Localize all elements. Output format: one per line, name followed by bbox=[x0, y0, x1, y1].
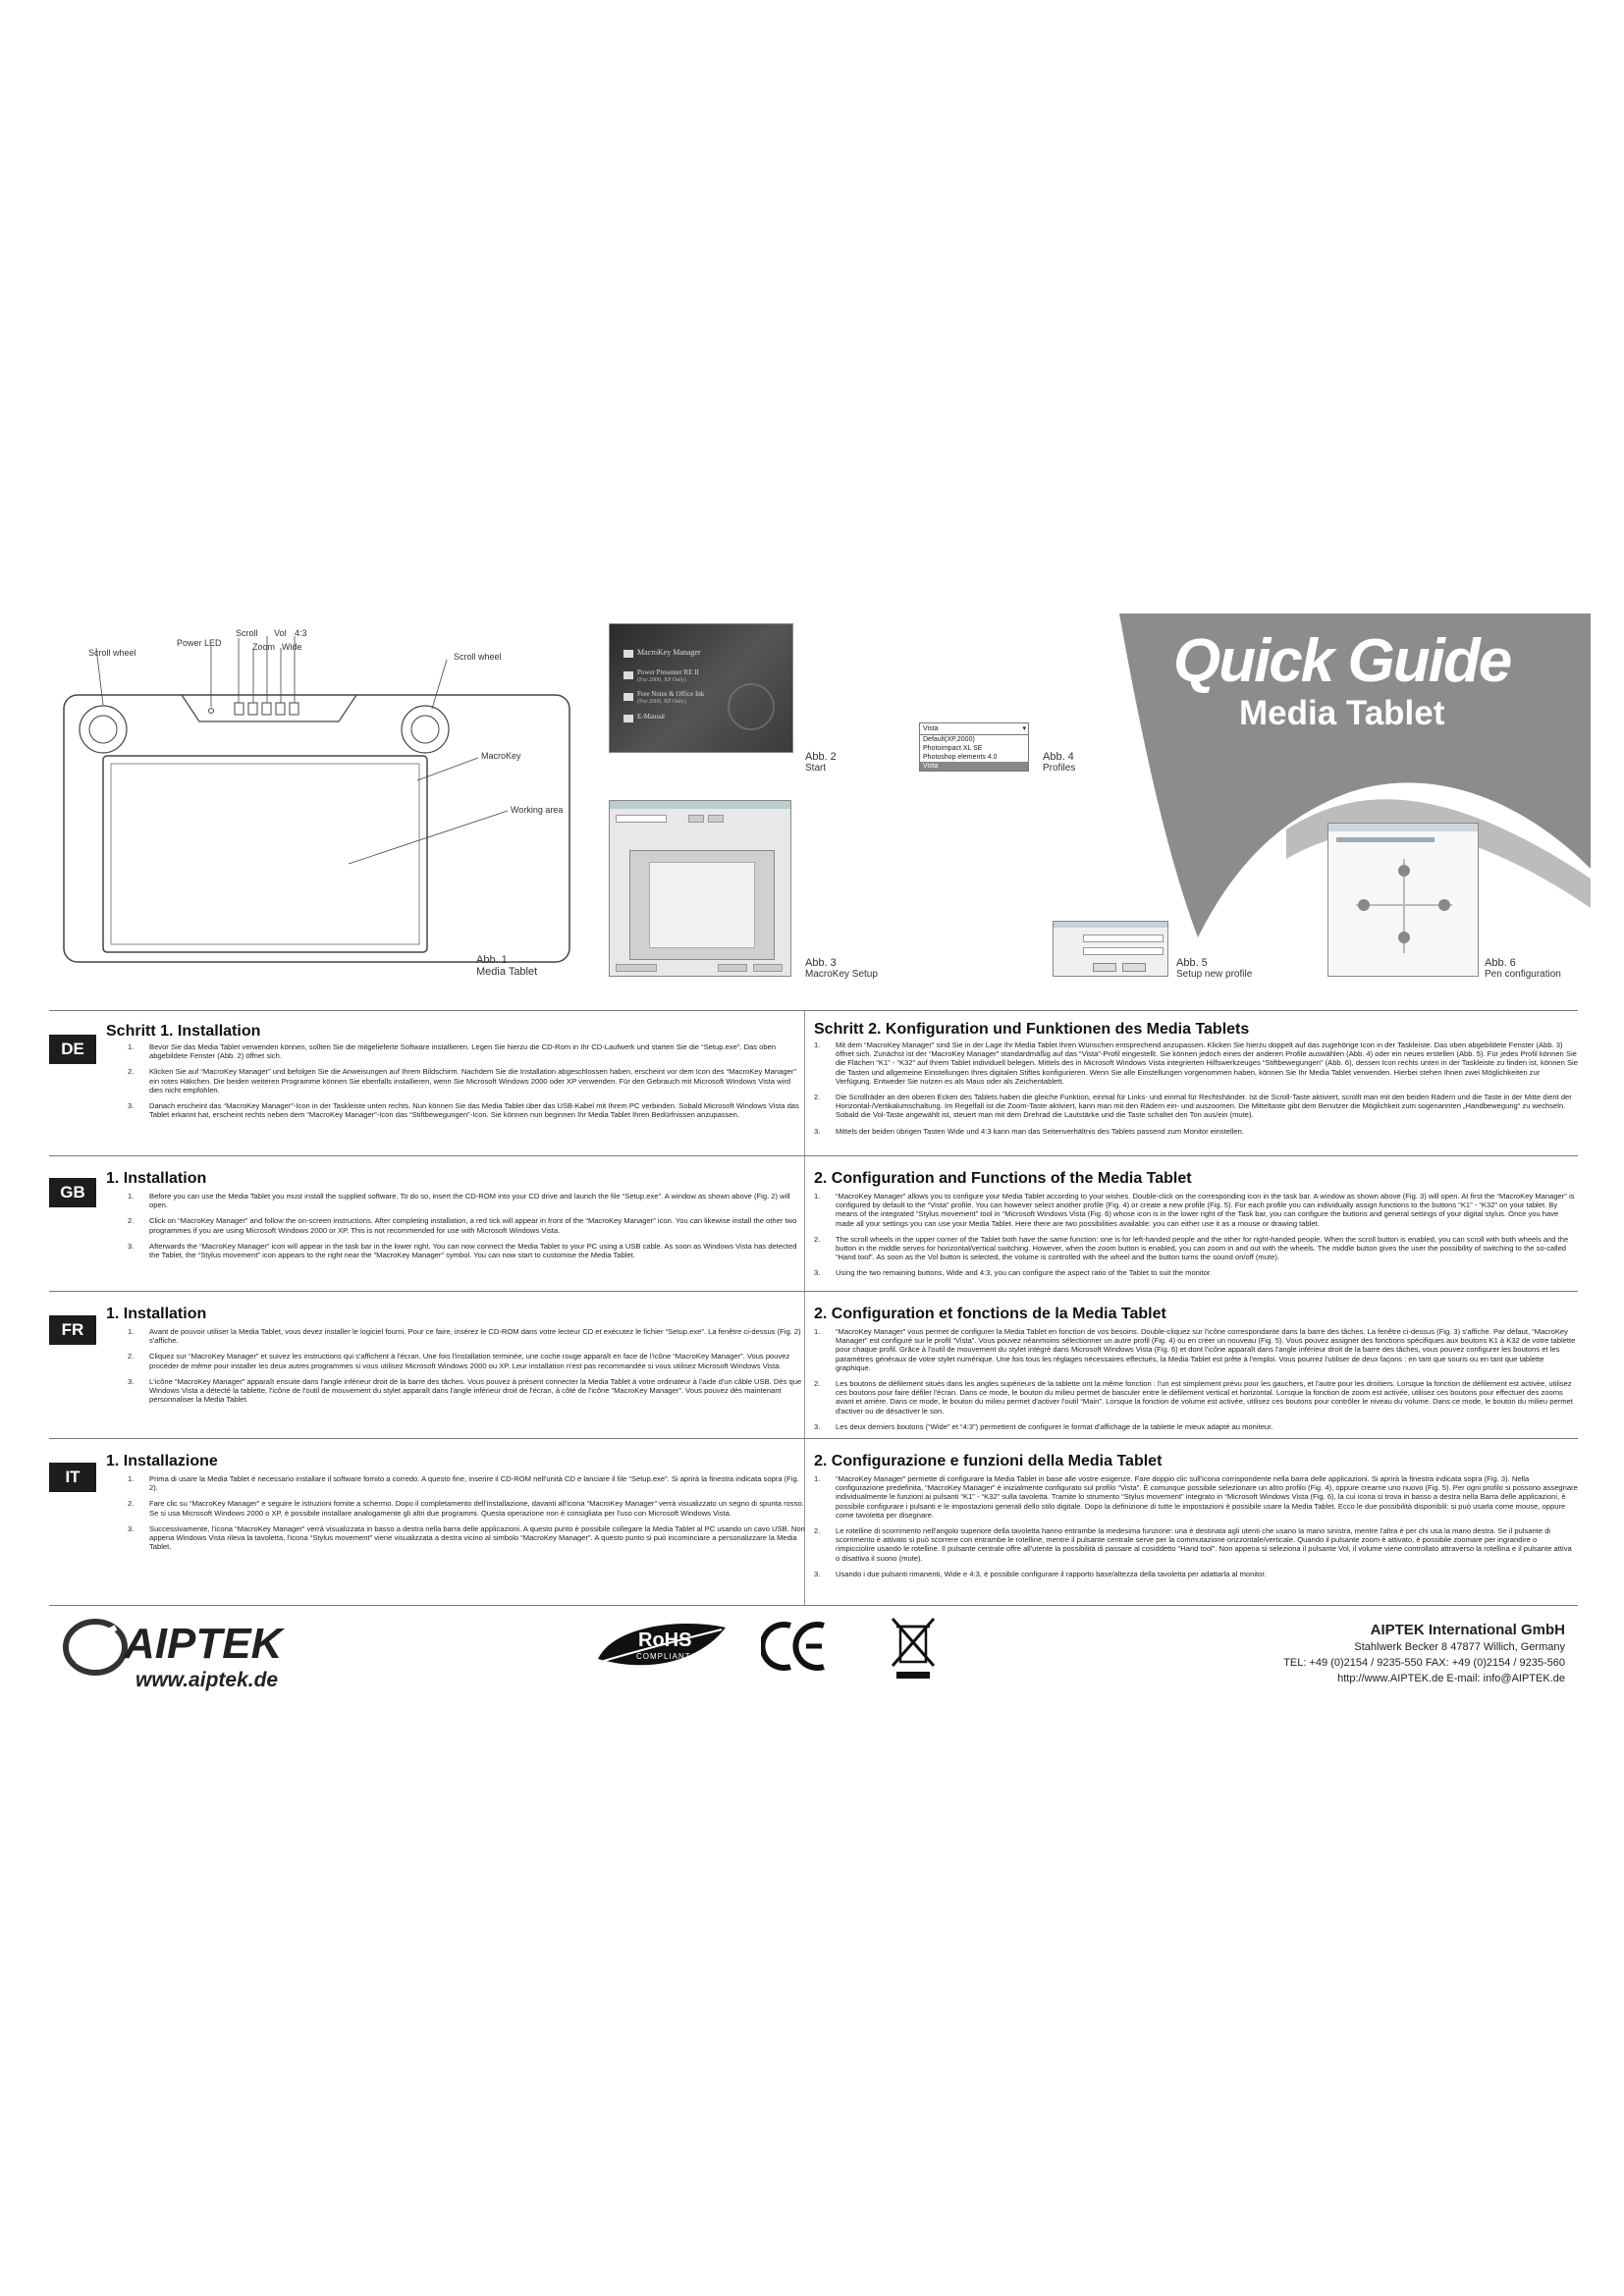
list-item: 2. Click on “MacroKey Manager” and follow the on-screen instructions. After completing installation, a red tick will appear in front of the “MacroKey Manager” icon. You can likewise install the other two programmes if you are using Microsoft Windows 2000 or XP. This is not recommended for use with Microsoft Windows Vista. bbox=[128, 1216, 797, 1235]
list-item: 2. Les boutons de défilement situés dans les angles supérieurs de la tablette ont la même fonction : l'un est simplement prévu pour les gauchers, et l'autre pour les droitiers. Lorsque la fonction de défilement est activée, utilisez ces boutons pour faire défiler l'écran. Dans ce mode, le bouton du milieu permet de basculer entre le défilement vertical et horizontal. Lorsque la fonction de zoom est activée, utilisez ces boutons pour effectuer des zooms avant et arrière. Dans ce mode, le bouton du milieu permet d'activer l'outil “Main”. Lorsque la fonction de volume est activée, utilisez ces boutons pour contrôler le niveau du volume. Dans ce mode, le bouton du milieu permet d'activer ou de désactiver le son. bbox=[814, 1379, 1573, 1415]
list-item: 1. Bevor Sie das Media Tablet verwenden können, sollten Sie die mitgelieferte Software installieren. Legen Sie hierzu die CD-Rom in Ihr CD-Laufwerk und starten Sie die “Setup.exe”. Das oben abgebildete Fenster (Abb. 2) öffnet sich. bbox=[128, 1042, 777, 1061]
profile-option[interactable]: Photoimpact XL SE bbox=[923, 745, 983, 752]
ce-mark-icon bbox=[761, 1620, 830, 1673]
list-item: 1. Mit dem “MacroKey Manager” sind Sie in der Lage Ihr Media Tablet Ihren Wünschen entsprechend anzupassen. Klicken Sie hierzu doppelt auf das zugehörige Icon in der Taskleiste. Das oben abgebildete Fenster (Abb. 3) öffnet sich. Zunächst ist der “MacroKey Manager” standardmäßig auf das “Vista”-Profil eingestellt. Sie können jedoch eines der anderen Profile auswählen (Abb. 4) oder ein neues erstellen (Abb. 5). Für jedes Profil können Sie die Flächen “K1” - “K32” auf Ihrem Tablet individuell belegen. Mittels des in Microsoft Windows Vista integrierten Hilfswerkzeuges “Stiftbewegungen” (Abb. 6), dessen Icon rechts unten in der Taskleiste zu finden ist, können Sie die Tasten und allgemeine Einstellungen Ihres digitalen Stiftes konfigurieren. Wenn Sie alle Einstellungen vorgenommen haben, können Sie Ihr Media Tablet verwenden. Hierbei stehen Ihnen zwei Möglichkeiten zur Verfügung. Entweder Sie nutzen es als Maus oder als Zeichentablett. bbox=[814, 1041, 1578, 1086]
list-item: 2. Cliquez sur “MacroKey Manager” et suivez les instructions qui s'affichent à l'écran. Une fois l'installation terminée, une coche rouge apparaît en face de l'icône “MacroKey Manager”. Vous pouvez procéder de même pour installer les deux autres programmes si vous utilisez Microsoft Windows 2000 ou XP. Leur installation n'est pas recommandée si vous utilisez Microsoft Windows Vista. bbox=[128, 1352, 790, 1370]
label-scroll-wheel-right: Scroll wheel bbox=[454, 652, 502, 662]
company-address: Stahlwerk Becker 8 47877 Willich, Germany bbox=[1354, 1641, 1565, 1653]
fig6-pen-configuration bbox=[1327, 823, 1479, 977]
windows-logo-icon bbox=[728, 683, 775, 730]
list-item: 3. L'icône “MacroKey Manager” apparaît ensuite dans l'angle inférieur droit de la barre des tâches. Vous pouvez à présent connecter la Media Tablet à votre ordinateur à l'aide d'un câble USB. Dès que Windows Vista a détecté la tablette, l'icône de l'outil de mouvement du stylet apparaît dans l'angle inférieur droit de l'écran, à côté de l'icône “MacroKey Manager”. Vous pouvez dès maintenant personnaliser la Media Tablet. bbox=[128, 1376, 802, 1405]
step-list bbox=[814, 1474, 1578, 1585]
list-item: 3. Successivamente, l'icona “MacroKey Manager” verrà visualizzata in basso a destra nella barra delle applicazioni. A questo punto è possibile collegare la Media Tablet al PC usando un cavo USB. Non appena Windows Vista rileva la tavoletta, l'icona “Stylus movement” viene visualizzata a destra vicino al simbolo “MacroKey Manager”. A questo punto si può incominciare a personalizzare la Media Tablet. bbox=[128, 1523, 805, 1552]
section-gb bbox=[49, 1155, 1578, 1278]
weee-bin-icon bbox=[889, 1615, 938, 1682]
section-title: Schritt 1. Installation bbox=[106, 1023, 261, 1040]
section-title: 1. Installazione bbox=[106, 1453, 218, 1469]
fig2-menu-item[interactable]: MacroKey Manager bbox=[637, 648, 701, 657]
label-wide: Wide bbox=[282, 642, 302, 652]
label-scroll: Scroll bbox=[236, 628, 258, 638]
section-fr bbox=[49, 1291, 1578, 1431]
lang-badge-de: DE bbox=[49, 1035, 96, 1064]
company-name: AIPTEK International GmbH bbox=[1370, 1622, 1565, 1638]
section-bottom-rule bbox=[49, 1605, 1578, 1606]
step-list bbox=[814, 1192, 1578, 1285]
aiptek-brand: AIPTEK bbox=[124, 1620, 283, 1668]
section-title: 1. Installation bbox=[106, 1306, 207, 1322]
step-list bbox=[814, 1327, 1578, 1438]
step-list bbox=[128, 1192, 805, 1266]
chevron-down-icon: ▾ bbox=[1022, 725, 1026, 732]
list-item: 3. Using the two remaining buttons, Wide and 4:3, you can configure the aspect ratio of the Tablet to suit the monitor. bbox=[814, 1268, 1213, 1278]
section-title: 2. Configuration and Functions of the Media Tablet bbox=[814, 1170, 1192, 1187]
profile-option[interactable]: Photoshop elements 4.0 bbox=[923, 754, 998, 761]
list-item: 3. Afterwards the “MacroKey Manager” icon will appear in the task bar in the lower right. You can now connect the Media Tablet to your PC using a USB cable. As soon as Windows Vista has detected the Tablet, the “Stylus movement” icon appears to the right near the “MacroKey Manager” symbol. You can now start to customise the Media Tablet. bbox=[128, 1241, 797, 1260]
caption-fig3: Abb. 3 MacroKey Setup bbox=[805, 957, 878, 980]
section-title: 1. Installation bbox=[106, 1170, 207, 1187]
label-macrokey: MacroKey bbox=[481, 751, 521, 761]
list-item: 1. Avant de pouvoir utiliser la Media Tablet, vous devez installer le logiciel fourni. Pour ce faire, insérez le CD-ROM dans votre lecteur CD et exécutez le fichier “Setup.exe”. La fenêtre ci-dessus (Fig. 2) s'affiche. bbox=[128, 1327, 801, 1346]
profile-option[interactable]: Default(XP,2000) bbox=[923, 736, 975, 743]
caption-fig1: Abb. 1 Media Tablet bbox=[476, 954, 538, 978]
list-item: 2. Fare clic su “MacroKey Manager” e seguire le istruzioni fornite a schermo. Dopo il completamento dell'installazione, davanti all'icona “MacroKey Manager” verrà visualizzato un segno di spunta rosso. Se si usa Microsoft Windows 2000 o XP, è possibile installare analogamente gli altri due programmi. Questa operazione non è consigliata per l'uso con Microsoft Windows Vista. bbox=[128, 1499, 804, 1518]
section-title: 2. Configuration et fonctions de la Media Tablet bbox=[814, 1306, 1166, 1322]
fig2-start-screen: MacroKey Manager Power Presenter RE II (For 2000, XP Only) Free Notes & Office Ink (For 2000, XP Only) E-Manual bbox=[609, 623, 793, 753]
lang-badge-it: IT bbox=[49, 1463, 96, 1492]
profile-option-selected[interactable]: Vista bbox=[920, 762, 1028, 771]
list-item: 1. “MacroKey Manager” allows you to configure your Media Tablet according to your wishes. Double-click on the corresponding icon in the task bar. A window as shown above (Fig. 3) will open. At first the “MacroKey Manager” is configured by default to the “Vista” profile. You can however select another profile (Fig. 4) or create a new profile (Fig. 5). For each profile you can individually assign functions to the buttons “K1” - “K32” on your tablet. By means of the integrated “Stylus movement” tool in “Microsoft Windows Vista (Fig. 6) whose icon is in the lower right of the Task bar, you can configure the buttons and general settings of your digital stylus. Once you have made all your settings you can use your Media Tablet. Here there are two possibilities available: you can either use it as a mouse or drawing tablet. bbox=[814, 1192, 1575, 1228]
section-de bbox=[49, 1010, 1578, 1136]
section-title: 2. Configurazione e funzioni della Media Tablet bbox=[814, 1453, 1163, 1469]
lang-badge-gb: GB bbox=[49, 1178, 96, 1207]
lang-badge-fr: FR bbox=[49, 1315, 96, 1345]
caption-fig4: Abb. 4 Profiles bbox=[1043, 751, 1076, 774]
quick-guide-title: Quick Guide bbox=[1173, 627, 1511, 695]
label-ratio: 4:3 bbox=[295, 628, 307, 638]
fig3-macrokey-setup bbox=[609, 800, 791, 977]
product-title: Media Tablet bbox=[1239, 694, 1445, 732]
rohs-compliant: COMPLIANT bbox=[636, 1652, 691, 1661]
label-working-area: Working area bbox=[511, 805, 564, 815]
list-item: 2. The scroll wheels in the upper corner of the Tablet both have the same function: one is for left-handed people and the other for right-handed people. When the scroll button is enabled, you can scroll with both wheels and the button in the middle serves for horizontal/vertical switching. However, when the zoom button is enabled, you can zoom in and out with the wheels. The middle button gives the user the possibility of switching to the so-called “Hand tool”. As soon as the Vol button is selected, the volume is controlled with the wheel and the button turns the sound on/off (mute). bbox=[814, 1234, 1569, 1262]
list-item: 1. “MacroKey Manager” permette di configurare la Media Tablet in base alle vostre esigenze. Fare doppio clic sull'icona corrispondente nella barra delle applicazioni. Si aprirà la finestra indicata sopra (Fig. 3). Nella configurazione predefinita, “MacroKey Manager” è inizialmente configurato sul profilo “Vista”. È comunque possibile selezionare un altro profilo (Fig. 4), oppure crearne uno nuovo (Fig. 5). Per ogni profilo si possono assegnare individualmente le funzioni ai pulsanti “K1” - “K32” sulla tavoletta. Tramite lo strumento “Stylus movement” integrato in “Microsoft Windows Vista (Fig. 6), la cui icona si trova in basso a destra nella Barra delle applicazioni, è possibile configurare i pulsanti e le impostazioni generali dello stilo digitale. Dopo la definizione di tutte le impostazioni è possibile usare la Media Tablet. Ecco le due possibilità disponibili: si può usarla come mouse, oppure come tavoletta per disegnare. bbox=[814, 1474, 1578, 1520]
step-list bbox=[814, 1041, 1578, 1143]
fig2-menu-item[interactable]: Power Presenter RE II bbox=[637, 668, 699, 676]
rohs-label: RoHS bbox=[638, 1629, 692, 1651]
fig2-menu-item[interactable]: Free Notes & Office Ink bbox=[637, 690, 705, 698]
fig5-new-profile-dialog bbox=[1053, 921, 1168, 977]
caption-fig6: Abb. 6 Pen configuration bbox=[1485, 957, 1561, 980]
list-item: 3. Les deux derniers boutons (“Wide” et “4:3”) permettent de configurer le format d'affichage de la tablette le mieux adapté au moniteur. bbox=[814, 1421, 1273, 1431]
section-it bbox=[49, 1438, 1578, 1578]
company-web[interactable]: http://www.AIPTEK.de E-mail: info@AIPTEK.de bbox=[1337, 1673, 1565, 1684]
list-item: 3. Mittels der beiden übrigen Tasten Wide und 4:3 kann man das Seitenverhältnis des Tablets passend zum Monitor einstellen. bbox=[814, 1126, 1244, 1136]
aiptek-url[interactable]: www.aiptek.de bbox=[135, 1669, 279, 1691]
label-zoom: Zoom bbox=[252, 642, 276, 652]
label-vol: Vol bbox=[274, 628, 287, 638]
list-item: 3. Usando i due pulsanti rimanenti, Wide e 4:3, è possibile configurare il rapporto base/altezza della tavoletta per adattarla al monitor. bbox=[814, 1569, 1267, 1578]
list-item: 1. Before you can use the Media Tablet you must install the supplied software. To do so, insert the CD-ROM into your CD drive and launch the file “Setup.exe”. A window as shown above (Fig. 2) will open. bbox=[128, 1192, 790, 1210]
step-list bbox=[128, 1327, 805, 1411]
list-item: 2. Die Scrollräder an den oberen Ecken des Tablets haben die gleiche Funktion, einmal für Links- und einmal für Rechtshänder. Ist die Scroll-Taste aktiviert, scrollt man mit den beiden Rädern und die Taste in der Mitte dient der Horizontal-/Vertikalumschaltung. Im Regelfall ist die Zoom-Taste aktiviert, kann man mit den Rädern ein- und auszoomen. Die Mitteltaste gibt dem Benutzer die Möglichkeit zum sogenannten „Handbewegung“ zu wechseln. Sobald die Vol-Taste angewählt ist, steuert man mit dem Drehrad die Lautstärke und die Taste schaltet den Ton aus/ein (mute). bbox=[814, 1093, 1572, 1120]
label-scroll-wheel-left: Scroll wheel bbox=[88, 648, 136, 658]
step-list bbox=[128, 1042, 805, 1126]
caption-fig5: Abb. 5 Setup new profile bbox=[1176, 957, 1253, 980]
aiptek-logo-icon bbox=[61, 1618, 130, 1677]
section-title: Schritt 2. Konfiguration und Funktionen des Media Tablets bbox=[814, 1021, 1250, 1038]
list-item: 1. “MacroKey Manager” vous permet de configurer la Media Tablet en fonction de vos besoins. Double-cliquez sur l'icône correspondante dans la barre des tâches. La fenêtre ci-dessus (Fig. 3) s'affiche. Par défaut, “MacroKey Manager” est configuré sur le profil “Vista”. Vous pouvez néanmoins sélectionner un autre profil (Fig. 4) ou en créer un nouveau (Fig. 5). Vous pouvez assigner des fonctions spécifiques aux boutons K1 à K32 de votre tablette pour chaque profil. Grâce à l'outil de mouvement du stylet intégré dans Microsoft Windows Vista (Fig. 6) et dont l'icône apparaît dans l'angle inférieur droit de la barre des tâches, vous pouvez configurer les boutons et les paramètres généraux de votre stylet numérique. Une fois tous les réglages nécessaires effectués, la Media Tablet est prête à l'emploi. Vous pourrez l'utiliser de deux façons : en tant que souris ou en tant que tablette graphique. bbox=[814, 1327, 1576, 1372]
step-list bbox=[128, 1474, 805, 1558]
list-item: 2. Le rotelline di scorrimento nell'angolo superiore della tavoletta hanno entrambe la medesima funzione: una è destinata agli utenti che usano la mano sinistra, mentre l'altra è per chi usa la mano destra. Se il pulsante di scorrimento è attivato si può scorrere con entrambe le rotelline, mentre il pulsante centrale serve per la commutazione orizzontale/verticale. Quando il pulsante zoom è attivato, è possibile zoomare per ingrandire o rimpicciolire usando le rotelline. Il pulsante centrale offre all'utente la possibilità di passare al cosiddetto “Hand tool”. Non appena si seleziona il pulsante Vol, il volume viene controllato attraverso la rotellina e il pulsante attiva o disattiva il suono (mute). bbox=[814, 1526, 1572, 1563]
fig4-profile-dropdown bbox=[919, 722, 1029, 772]
list-item: 1. Prima di usare la Media Tablet è necessario installare il software fornito a corredo. A questo fine, inserire il CD-ROM nell'unità CD e lanciare il file “Setup.exe”. Si aprirà la finestra indicata sopra (Fig. 2). bbox=[128, 1474, 799, 1493]
list-item: 3. Danach erscheint das “MacroKey Manager”-Icon in der Taskleiste unten rechts. Nun können Sie das Media Tablet über das USB-Kabel mit Ihrem PC verbinden. Sobald Microsoft Windows Vista das Tablet erkannt hat, erscheint rechts neben dem “MacroKey Manager”-Icon das “Stiftbewegungen”-Icon. Sie können nun beginnen Ihr Media Tablet Ihren Bedürfnissen anzupassen. bbox=[128, 1101, 799, 1120]
label-power-led: Power LED bbox=[177, 638, 222, 648]
fig2-menu-item[interactable]: E-Manual bbox=[637, 713, 665, 721]
company-phone: TEL: +49 (0)2154 / 9235-550 FAX: +49 (0)2154 / 9235-560 bbox=[1283, 1657, 1565, 1669]
list-item: 2. Klicken Sie auf “MacroKey Manager” und befolgen Sie die Anweisungen auf Ihrem Bildschirm. Nachdem Sie die Installation abgeschlossen haben, erscheint vor dem Icon des “MacroKey Manager” ein rotes Häkchen. Die beiden weiteren Programme können Sie ebenfalls installieren, wenn Sie Microsoft Windows 2000 oder XP verwenden. Für den Gebrauch mit Microsoft Windows Vista wird dies nicht empfohlen. bbox=[128, 1067, 796, 1095]
profile-select[interactable]: Vista ▾ bbox=[919, 722, 1029, 735]
caption-fig2: Abb. 2 Start bbox=[805, 751, 837, 774]
